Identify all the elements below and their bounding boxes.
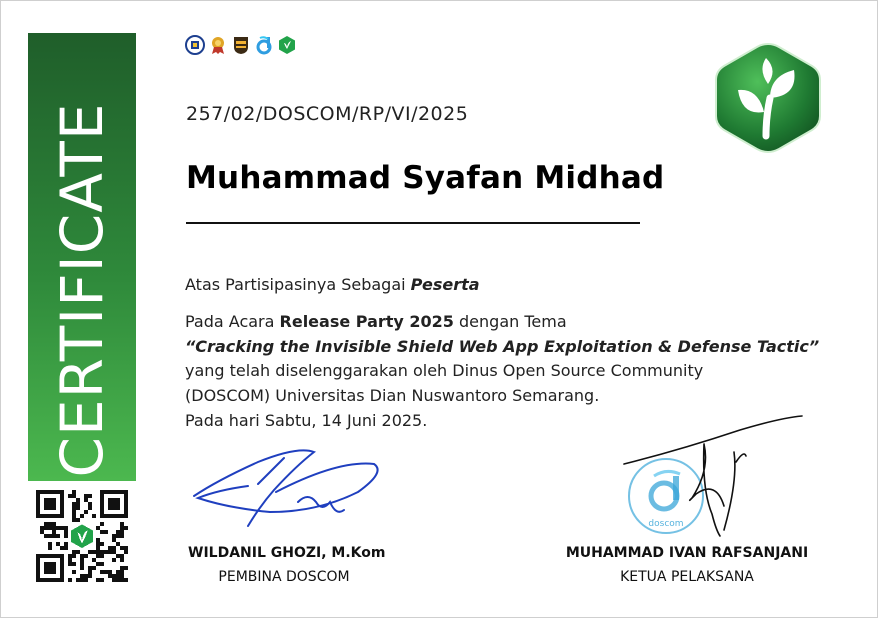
name-underline: [186, 222, 640, 224]
qr-code-icon[interactable]: [36, 490, 128, 582]
participation-role: Peserta: [410, 275, 480, 294]
award-logo-icon: [208, 35, 228, 55]
university-logo-icon: [185, 35, 205, 55]
event-theme: “Cracking the Invisible Shield Web App Exploitation & Defense Tactic”: [185, 337, 820, 356]
organizer-line: yang telah diselenggarakan oleh Dinus Open Source Community: [185, 361, 704, 380]
leaf-logo-icon: [277, 35, 297, 55]
community-logo-icon: [231, 35, 251, 55]
date-line: Pada hari Sabtu, 14 Juni 2025.: [185, 411, 428, 430]
event-suffix: dengan Tema: [453, 312, 567, 331]
doscom-logo-icon: [254, 35, 274, 55]
event-line: [185, 312, 567, 331]
recipient-name: Muhammad Syafan Midhad: [186, 160, 665, 196]
signature-right: [620, 410, 810, 540]
participation-line: [185, 275, 480, 294]
event-name: Release Party 2025: [279, 312, 454, 331]
certificate-side-bar: [28, 33, 136, 481]
signature-left: [188, 440, 388, 530]
partner-logos: [185, 33, 297, 57]
certificate-side-title: CERTIFICATE: [48, 102, 116, 478]
signer-name-left: WILDANIL GHOZI, M.Kom: [188, 545, 386, 561]
event-prefix: Pada Acara: [185, 312, 280, 331]
leaf-brand-icon: [708, 38, 828, 158]
signer-name-right: MUHAMMAD IVAN RAFSANJANI: [565, 545, 809, 561]
participation-prefix: Atas Partisipasinya Sebagai: [185, 275, 411, 294]
signer-role-right: KETUA PELAKSANA: [620, 569, 754, 585]
stamp-text: doscom: [648, 519, 684, 529]
signer-role-left: PEMBINA DOSCOM: [218, 569, 350, 585]
certificate-number: 257/02/DOSCOM/RP/VI/2025: [186, 103, 469, 125]
university-line: (DOSCOM) Universitas Dian Nuswantoro Semarang.: [185, 386, 600, 405]
